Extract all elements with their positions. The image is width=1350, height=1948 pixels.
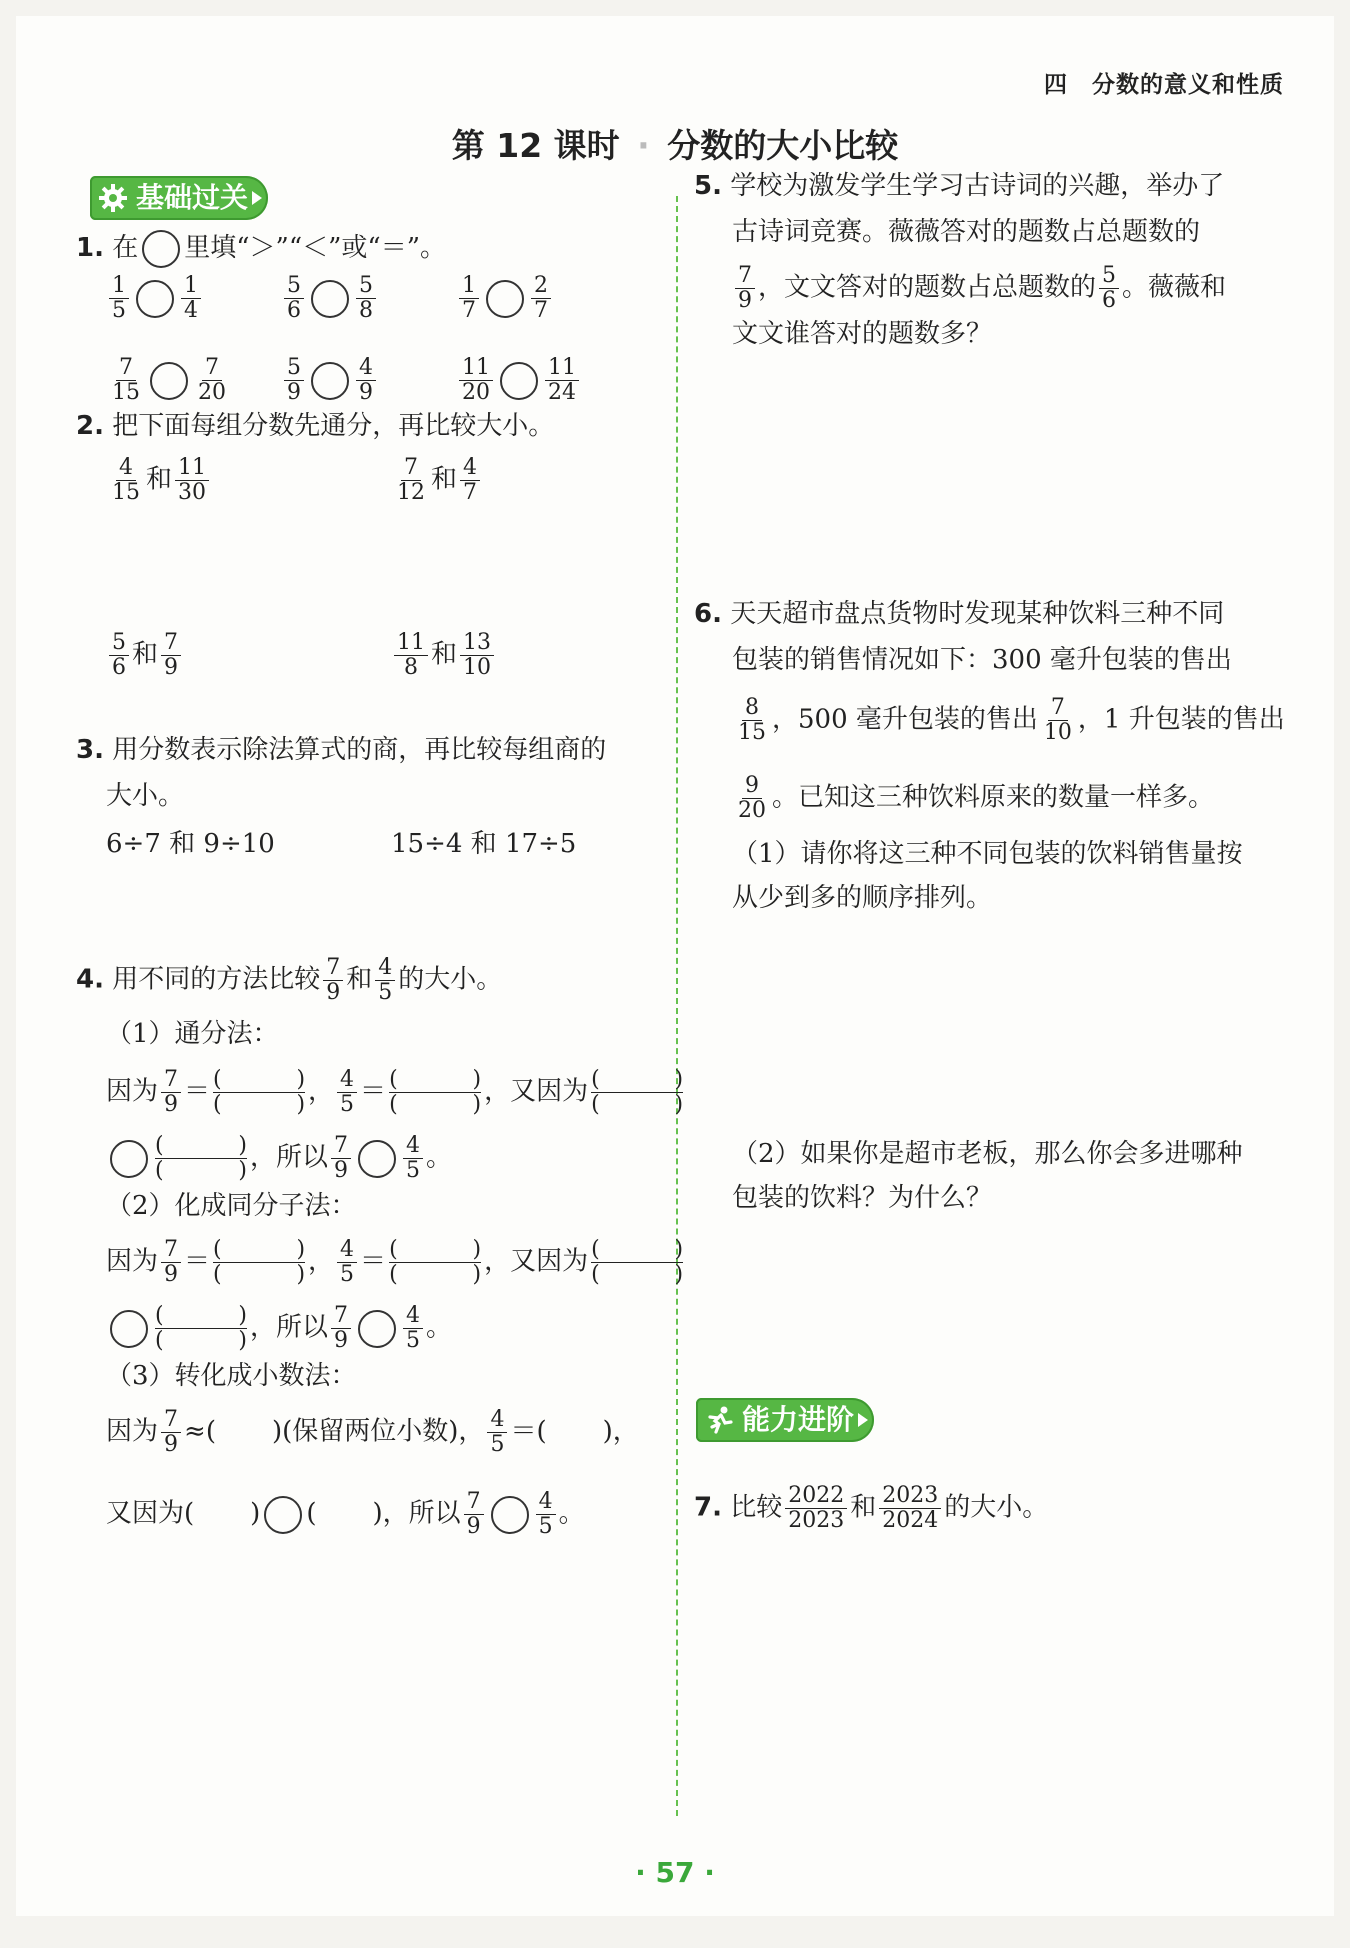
q1-item: $\frac{5}{9}$ $\frac{4}{9}$ (281, 356, 379, 405)
q2-item: $\frac{7}{12}$ 和 $\frac{4}{7}$ (391, 456, 483, 505)
gear-icon (98, 183, 128, 213)
answer-blank[interactable]: ( ) ( ) (213, 1237, 306, 1287)
page-number: · 57 · (635, 1856, 715, 1889)
q5-line1: 5. 学校为激发学生学习古诗词的兴趣，举办了 (694, 171, 1225, 201)
q2-item: $\frac{5}{6}$ 和 $\frac{7}{9}$ (106, 631, 184, 680)
q5-line4: 文文谁答对的题数多？ (732, 319, 993, 349)
answer-blank[interactable]: ( ) ( ) (591, 1237, 684, 1287)
q4-m1-row1: 因为 $\frac{7}{9}$ ＝ ( ) ( ) ， $\frac{4}{5}$ ＝ ( ) ( ) ，又因为 ( ) ( ) (106, 1067, 684, 1117)
q1-item: $\frac{1}{7}$ $\frac{2}{7}$ (456, 274, 554, 323)
answer-blank[interactable]: ( ) ( ) (155, 1133, 247, 1183)
q2-prompt: 2. 把下面每组分数先通分，再比较大小。 (76, 411, 555, 441)
q3-prompt-cont: 大小。 (106, 781, 185, 811)
lesson-title: 第 12 课时 · 分数的大小比较 (451, 126, 899, 165)
q3-expr-2: 15÷4 和 17÷5 (391, 829, 577, 859)
q3-prompt: 3. 用分数表示除法算式的商，再比较每组商的 (76, 735, 607, 765)
q4-method-2: （2）化成同分子法： (106, 1191, 357, 1221)
q4-m3-row2: 又因为( ) ( )，所以 $\frac{7}{9}$ $\frac{4}{5}$ 。 (106, 1489, 585, 1539)
badge-label: 基础过关 (136, 181, 249, 214)
answer-circle[interactable] (486, 280, 524, 318)
running-person-icon (704, 1405, 734, 1435)
answer-blank[interactable]: ( (205, 1416, 216, 1447)
q6-line3: $\frac{8}{15}$ ，500 毫升包装的售出 $\frac{7}{10}$ ，1 升包装的售出 (738, 695, 1285, 745)
q2-item: $\frac{4}{15}$ 和 $\frac{11}{30}$ (106, 456, 212, 505)
q1-grid (106, 274, 586, 424)
answer-blank[interactable]: ( (184, 1498, 195, 1529)
answer-circle[interactable] (311, 280, 349, 318)
q4-prompt: 4. 用不同的方法比较 $\frac{7}{9}$ 和 $\frac{4}{5}$ 的大小。 (76, 955, 503, 1005)
lesson-topic: 分数的大小比较 (667, 126, 899, 165)
answer-circle[interactable] (311, 362, 349, 400)
q4-m2-row2: ( ) ( ) ，所以 $\frac{7}{9}$ $\frac{4}{5}$ 。 (106, 1304, 452, 1353)
q4-method-1: （1）通分法： (106, 1019, 279, 1049)
chapter-header: 四 分数的意义和性质 (1044, 72, 1284, 98)
q4-m2-row1: 因为 $\frac{7}{9}$ ＝ ( ) ( ) ， $\frac{4}{5}$ ＝ ( ) ( ) ，又因为 ( ) ( ) (106, 1237, 684, 1287)
arrow-icon (252, 191, 262, 205)
column-divider (676, 196, 678, 1816)
q4-m1-row2: ( ) ( ) ，所以 $\frac{7}{9}$ $\frac{4}{5}$ 。 (106, 1134, 452, 1183)
answer-blank[interactable]: ( ) ( ) (213, 1067, 306, 1117)
workbook-page (16, 16, 1334, 1916)
arrow-icon (858, 1413, 868, 1427)
q1-item: $\frac{11}{20}$ $\frac{11}{24}$ (456, 356, 582, 405)
q3-expr-1: 6÷7 和 9÷10 (106, 829, 275, 859)
q6-sub2-cont: 包装的饮料？为什么？ (732, 1183, 993, 1213)
q5-line2: 古诗词竞赛。薇薇答对的题数占总题数的 (732, 217, 1201, 247)
answer-circle[interactable] (500, 362, 538, 400)
answer-blank[interactable]: ( ) ( ) (389, 1237, 482, 1287)
answer-circle[interactable] (136, 280, 174, 318)
q6-line1: 6. 天天超市盘点货物时发现某种饮料三种不同 (694, 599, 1225, 629)
section-badge-advanced (696, 1398, 874, 1442)
answer-blank[interactable]: ( ) ( ) (591, 1067, 684, 1117)
q6-line2: 包装的销售情况如下：300 毫升包装的售出 (732, 645, 1232, 675)
answer-circle[interactable] (150, 362, 188, 400)
answer-circle[interactable] (358, 1310, 396, 1348)
answer-blank[interactable]: ( (306, 1498, 317, 1529)
answer-circle[interactable] (491, 1496, 529, 1534)
q7-prompt: 7. 比较 $\frac{2022}{2023}$ 和 $\frac{2023}{2024}$ 的大小。 (694, 1483, 1049, 1533)
q6-sub1-cont: 从少到多的顺序排列。 (732, 883, 993, 913)
q5-line3: $\frac{7}{9}$ ，文文答对的题数占总题数的 $\frac{5}{6}$ 。薇薇和 (732, 264, 1226, 313)
q1-item: $\frac{5}{6}$ $\frac{5}{8}$ (281, 274, 379, 323)
lesson-number: 第 12 课时 (451, 126, 620, 165)
q1-item: $\frac{1}{5}$ $\frac{1}{4}$ (106, 274, 204, 323)
answer-blank[interactable]: ( ) ( ) (155, 1303, 247, 1353)
q6-sub2: （2）如果你是超市老板，那么你会多进哪种 (732, 1139, 1243, 1169)
q2-item: $\frac{11}{8}$ 和 $\frac{13}{10}$ (391, 631, 497, 680)
q6-line4: $\frac{9}{20}$ 。已知这三种饮料原来的数量一样多。 (738, 773, 1215, 823)
q4-m3-row1: 因为 $\frac{7}{9}$ ≈( )(保留两位小数)， $\frac{4}{5}$ ＝( )， (106, 1407, 639, 1457)
q1-prompt: 1. 在 里填“＞”“＜”或“＝”。 (76, 228, 446, 268)
answer-blank[interactable]: ( ) ( ) (389, 1067, 482, 1117)
answer-circle[interactable] (358, 1140, 396, 1178)
answer-circle[interactable] (142, 230, 180, 268)
q6-sub1: （1）请你将这三种不同包装的饮料销售量按 (732, 839, 1243, 869)
answer-circle[interactable] (264, 1496, 302, 1534)
q4-method-3: （3）转化成小数法： (106, 1361, 357, 1391)
answer-blank[interactable]: ( (536, 1416, 547, 1447)
badge-label: 能力进阶 (742, 1403, 855, 1436)
section-badge-basic (90, 176, 268, 220)
q1-item: $\frac{7}{15}$ $\frac{7}{20}$ (112, 355, 226, 405)
answer-circle[interactable] (110, 1310, 148, 1348)
answer-circle[interactable] (110, 1140, 148, 1178)
